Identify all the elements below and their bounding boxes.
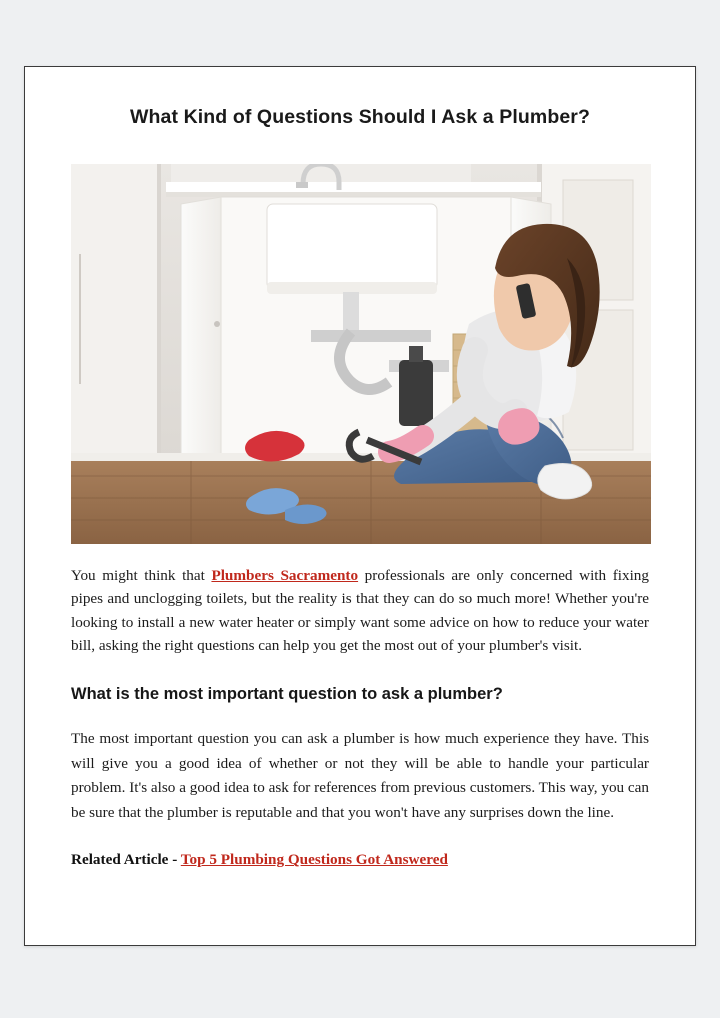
intro-before-link: You might think that — [71, 567, 212, 585]
page-title: What Kind of Questions Should I Ask a Plumber? — [130, 106, 590, 128]
plumbers-sacramento-link[interactable]: Plumbers Sacramento — [211, 567, 359, 585]
related-article — [71, 851, 649, 869]
intro-after-link: professionals are only concerned with fixing pipes and unclogging toilets, but the reality is that they can do so much more! Whether you're looking to install a new water heater or simply want some advice on how to reduce your water bill, asking the right questions can help you get the most out of your plumber's visit. — [71, 567, 649, 654]
related-article-label: Related Article - — [71, 851, 181, 869]
plumbing-photo — [71, 164, 651, 544]
related-article-link[interactable]: Top 5 Plumbing Questions Got Answered — [180, 851, 448, 869]
section-heading: What is the most important question to ask a plumber? — [71, 684, 503, 703]
document-page — [24, 66, 696, 946]
section-paragraph: The most important question you can ask a plumber is how much experience they have. This will give you a good idea of whether or not they will be able to handle your particular problem. It's also a good idea to ask for references from previous customers. This way, you can be sure that the plumber is reputable and that you won't have any surprises down the line. — [71, 729, 650, 821]
intro-paragraph — [71, 564, 649, 656]
